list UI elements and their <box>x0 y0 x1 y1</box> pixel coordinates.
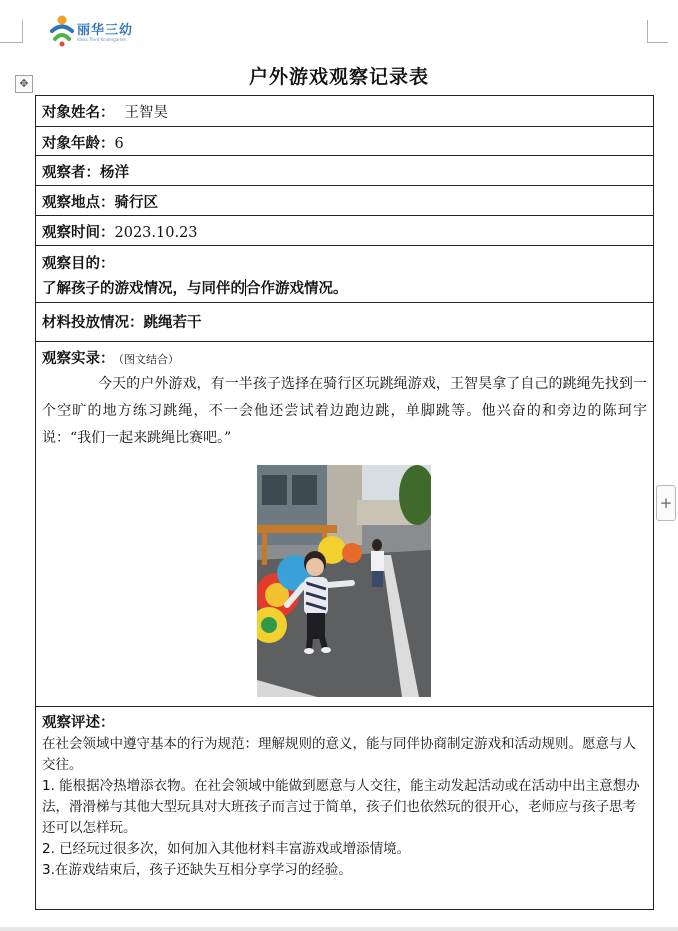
school-logo <box>47 13 147 49</box>
photo-child-jumping-rope <box>257 465 431 697</box>
age-label: 对象年龄： <box>42 135 115 152</box>
record-note: （图文结合） <box>118 353 179 366</box>
evaluation-line-0: 在社会领域中遵守基本的行为规范：理解规则的意义，能与同伴协商制定游戏和活动规则。愿意与人交往。 <box>42 736 636 773</box>
evaluation-line-3: 3.在游戏结束后，孩子还缺失互相分享学习的经验。 <box>42 862 352 878</box>
name-value: 王智昊 <box>124 105 168 121</box>
page-corner-mark-top-left <box>0 20 23 43</box>
observer-value: 杨洋 <box>100 164 129 181</box>
row-observer[interactable] <box>36 156 653 186</box>
time-label: 观察时间： <box>42 224 115 241</box>
row-location[interactable] <box>36 186 653 216</box>
observer-label: 观察者： <box>42 164 100 181</box>
location-label: 观察地点： <box>42 194 115 211</box>
row-time[interactable] <box>36 216 653 246</box>
add-row-button[interactable]: + <box>656 485 676 521</box>
move-icon: ✥ <box>19 77 29 90</box>
materials-value: 跳绳若干 <box>143 314 202 331</box>
observation-photo[interactable] <box>257 465 431 697</box>
age-value: 6 <box>114 136 124 152</box>
record-paragraph: 今天的户外游戏，有一半孩子选择在骑行区玩跳绳游戏，王智昊拿了自己的跳绳先找到一个空旷的地方练习跳绳，不一会他还尝试着边跑边跳，单脚跳等。他兴奋的和旁边的陈珂宇说：“我们一起来跳绳比赛吧。” <box>42 376 647 446</box>
record-label: 观察实录： <box>42 350 115 367</box>
row-age[interactable] <box>36 127 653 156</box>
logo-subtext: Ideas Third Kindergarten <box>77 37 127 42</box>
purpose-value-a: 了解孩子的游戏情况，与同伴的 <box>42 280 245 297</box>
evaluation-line-2: 2. 已经玩过很多次，如何加入其他材料丰富游戏或增添情境。 <box>42 841 411 857</box>
row-materials[interactable] <box>36 303 653 342</box>
evaluation-line-1: 1. 能根据冷热增添衣物。在社会领域中能做到愿意与人交往，能主动发起活动或在活动中出主意想办法，滑滑梯与其他大型玩具对大班孩子而言过于简单，孩子们也依然玩的很开心，老师应与孩子思考还可以怎样玩。 <box>42 778 640 836</box>
evaluation-text <box>42 734 647 881</box>
time-value: 2023.10.23 <box>114 225 198 241</box>
row-evaluation[interactable] <box>36 707 653 911</box>
materials-label: 材料投放情况： <box>42 314 144 331</box>
horizontal-scrollbar[interactable] <box>0 927 678 931</box>
document-title: 户外游戏观察记录表 <box>248 66 429 88</box>
logo-text: 丽华三幼 <box>77 23 134 38</box>
evaluation-label: 观察评述： <box>42 714 115 731</box>
purpose-value-b: 合作游戏情况。 <box>246 280 348 297</box>
observation-table <box>35 95 654 910</box>
row-purpose[interactable] <box>36 246 653 303</box>
row-name[interactable] <box>36 96 653 127</box>
purpose-label: 观察目的： <box>42 255 115 272</box>
page-corner-mark-top-right <box>647 20 668 43</box>
location-value: 骑行区 <box>114 194 158 211</box>
logo-icon <box>47 13 77 47</box>
name-label: 对象姓名： <box>42 104 115 121</box>
row-record[interactable] <box>36 342 653 707</box>
